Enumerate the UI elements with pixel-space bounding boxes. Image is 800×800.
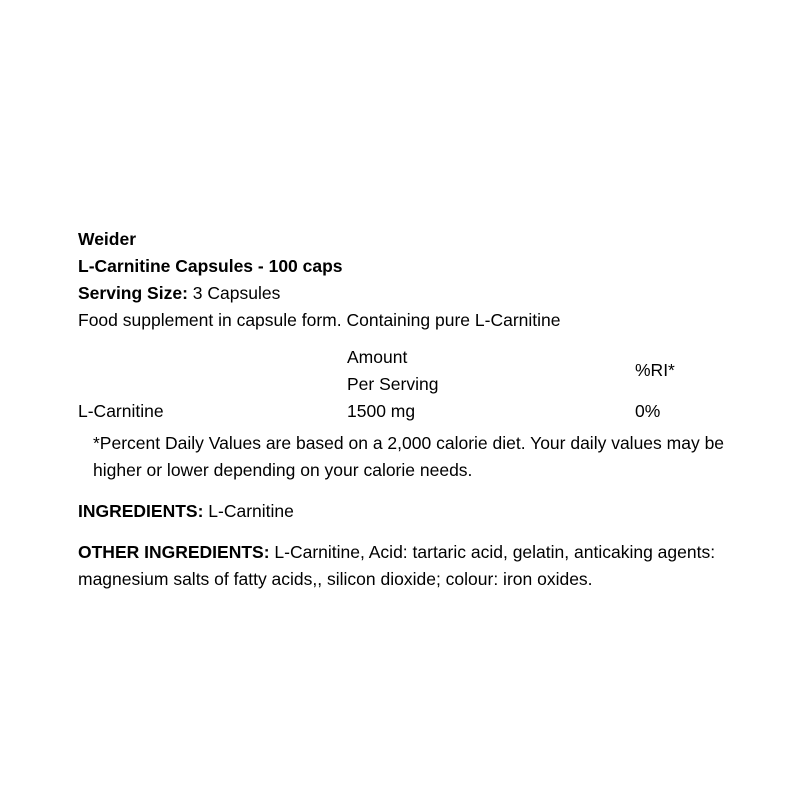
brand-name: Weider — [78, 229, 137, 249]
other-ingredients-section — [78, 539, 768, 593]
amount-header-line2: Per Serving — [347, 374, 439, 394]
serving-size — [78, 280, 778, 307]
other-ingredients-label: OTHER INGREDIENTS: — [78, 542, 270, 562]
table-row-ri: 0% — [635, 401, 661, 421]
serving-size-label: Serving Size: — [78, 283, 188, 303]
ri-header: %RI* — [635, 360, 675, 380]
other-ingredients-value: L-Carnitine, Acid: tartaric acid, gelatin, anticaking agents: magnesium salts of fatty acids,, silicon dioxide; colour: iron oxides. — [78, 542, 716, 589]
table-row-name: L-Carnitine — [78, 401, 164, 421]
serving-size-value: 3 Capsules — [187, 283, 281, 303]
supplement-label — [78, 226, 778, 593]
ingredients-label: INGREDIENTS: — [78, 501, 204, 521]
product-description: Food supplement in capsule form. Containing pure L-Carnitine — [78, 310, 561, 330]
daily-value-footnote: *Percent Daily Values are based on a 2,000 calorie diet. Your daily values may be higher or lower depending on your calorie needs. — [93, 433, 725, 480]
product-name: L-Carnitine Capsules - 100 caps — [78, 256, 343, 276]
table-row-amount: 1500 mg — [347, 401, 416, 421]
ingredients-section — [78, 498, 768, 525]
amount-header-line1: Amount — [347, 347, 408, 367]
ingredients-value: L-Carnitine — [203, 501, 294, 521]
supplement-facts-table — [78, 344, 778, 426]
